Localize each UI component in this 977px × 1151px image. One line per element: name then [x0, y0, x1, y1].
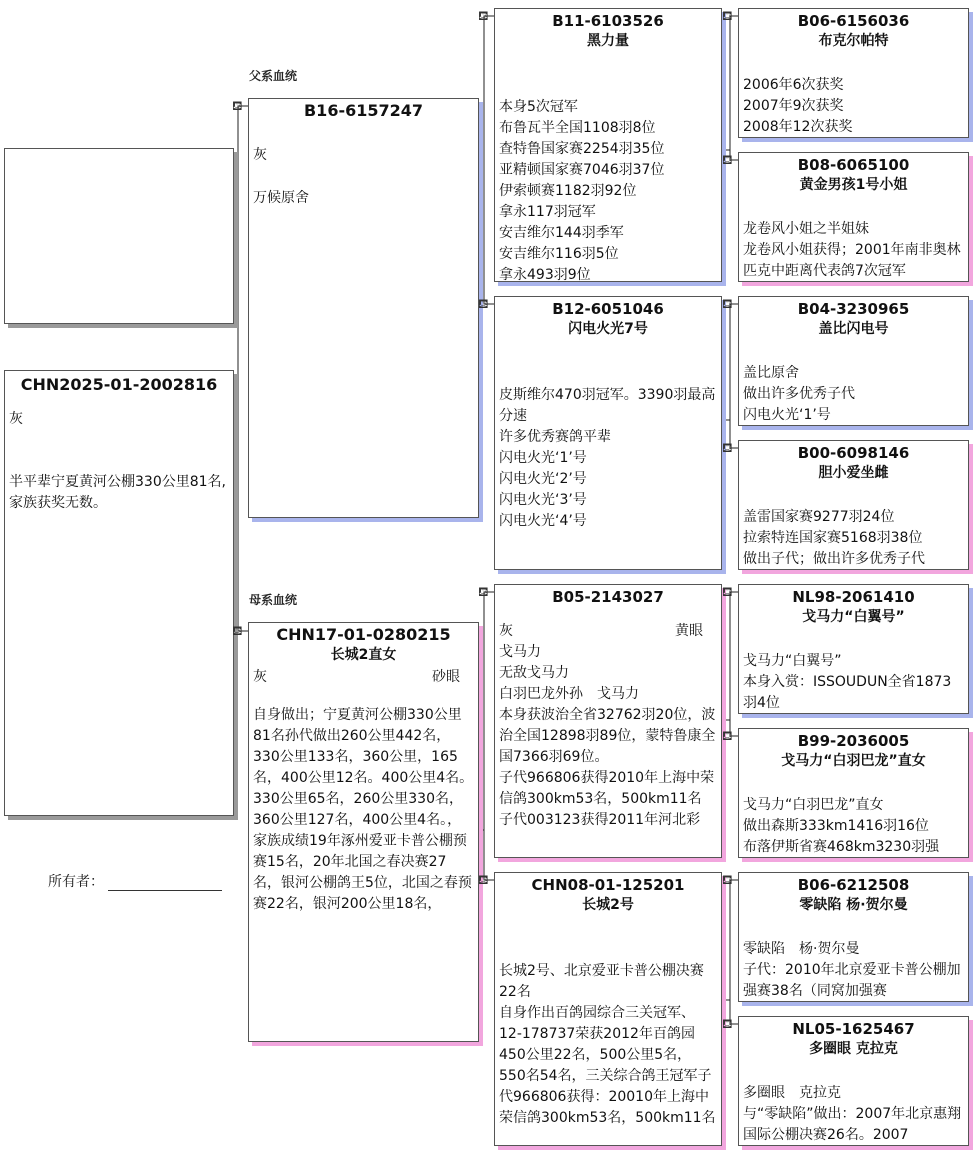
ggp-ssd-notes: 龙卷风小姐之半姐妹 龙卷风小姐获得；2001年南非奥林匹克中距离代表鸽7次冠军 [743, 221, 961, 279]
gp-sd-ring: B12-6051046 [552, 300, 664, 318]
gp-dd-name: 长城2号 [582, 897, 634, 913]
ggp-dss-card[interactable] [738, 584, 969, 714]
ggp-sdd-notes: 盖雷国家赛9277羽24位 拉索特连国家赛5168羽38位 做出子代；做出许多优秀子代 [743, 509, 925, 567]
paint-bucket-icon[interactable]: ⛾ [722, 441, 733, 456]
ggp-sss-card[interactable] [738, 8, 969, 138]
sire-notes: 万候原舍 [253, 190, 309, 206]
ggp-sdd-card[interactable] [738, 440, 969, 570]
ggp-sds-name: 盖比闪电号 [818, 321, 889, 337]
ggp-sss-notes: 2006年6次获奖 2007年9次获奖 2008年12次获奖 [743, 77, 853, 135]
gp-ds-notes: 戈马力 无敌戈马力 白羽巴龙外孙 戈马力 本身获波治全省32762羽20位，波治全国12898羽89位，蒙特鲁康全国7366羽69位。 子代966806获得2010年上海中荣信鸽300km53名，500km11名 子代003123获得2011年河北彩 [499, 644, 716, 828]
photo-frame[interactable] [4, 148, 234, 324]
gp-ds-eye: 黄眼 [675, 623, 703, 639]
gp-ss-notes: 本身5次冠军 布鲁瓦半全国1108羽8位 查特鲁国家赛2254羽35位 亚精顿国家赛7046羽37位 伊索顿赛1182羽92位 拿永117羽冠军 安吉维尔144羽季军 安吉维尔116羽5位 拿永493羽9位 [499, 99, 665, 282]
gp-sd-notes: 皮斯维尔470羽冠军。3390羽最高分速 许多优秀赛鸽平辈 闪电火光‘1’号 闪电火光‘2’号 闪电火光‘3’号 闪电火光‘4’号 [499, 387, 716, 529]
gp-ss-ring: B11-6103526 [552, 12, 664, 30]
gp-ds-card[interactable] [494, 584, 722, 858]
paint-bucket-icon[interactable]: ⛾ [722, 297, 733, 312]
gp-sd-card[interactable] [494, 296, 722, 570]
ggp-dds-card[interactable] [738, 872, 969, 1002]
gp-dd-card[interactable] [494, 872, 722, 1146]
gp-sd-name: 闪电火光7号 [568, 321, 648, 337]
ggp-dds-ring: B06-6212508 [797, 876, 910, 894]
paint-bucket-icon[interactable]: ⛾ [722, 729, 733, 744]
dam-line-label: 母系血统 [249, 593, 298, 607]
paint-bucket-icon[interactable]: ⛾ [722, 153, 733, 168]
ggp-dds-notes: 零缺陷 杨·贺尔曼 子代：2010年北京爱亚卡普公棚加强赛38名（同窝加强赛 [743, 941, 961, 999]
ggp-ddd-notes: 多圈眼 克拉克 与“零缺陷”做出：2007年北京惠翔国际公棚决赛26名。2007 [743, 1085, 962, 1143]
subject-card[interactable] [4, 370, 234, 816]
ggp-dsd-notes: 戈马力“白羽巴龙”直女 做出森斯333km1416羽16位 布落伊斯省赛468km3230羽强 [743, 797, 940, 855]
owner-line [108, 876, 222, 891]
sire-color: 灰 [253, 147, 267, 163]
paint-bucket-icon[interactable]: ⛾ [232, 99, 243, 114]
dam-color: 灰 [253, 669, 267, 685]
ggp-sdd-name: 胆小爱坐雌 [818, 465, 889, 481]
dam-name: 长城2直女 [330, 647, 397, 663]
ggp-sds-notes: 盖比原舍 做出许多优秀子代 闪电火光‘1’号 [743, 365, 855, 423]
paint-bucket-icon[interactable]: ⛾ [722, 873, 733, 888]
subject-notes: 半平辈宁夏黄河公棚330公里81名,家族获奖无数。 [9, 474, 226, 511]
gp-dd-ring: CHN08-01-125201 [531, 876, 685, 894]
ggp-ddd-name: 多圈眼 克拉克 [809, 1041, 898, 1057]
ggp-dds-name: 零缺陷 杨·贺尔曼 [799, 897, 908, 913]
ggp-ssd-card[interactable] [738, 152, 969, 282]
ggp-sss-ring: B06-6156036 [797, 12, 910, 30]
gp-ds-color: 灰 [499, 623, 513, 639]
ggp-sdd-ring: B00-6098146 [797, 444, 910, 462]
ggp-ddd-card[interactable] [738, 1016, 969, 1146]
ggp-dsd-name: 戈马力“白羽巴龙”直女 [781, 753, 926, 769]
paint-bucket-icon[interactable]: ⛾ [478, 297, 489, 312]
paint-bucket-icon[interactable]: ⛾ [478, 873, 489, 888]
dam-card[interactable] [248, 622, 479, 1042]
ggp-sds-card[interactable] [738, 296, 969, 426]
sire-card[interactable] [248, 98, 479, 518]
paint-bucket-icon[interactable]: ⛾ [478, 9, 489, 24]
ggp-dsd-ring: B99-2036005 [797, 732, 910, 750]
ggp-ssd-name: 黄金男孩1号小姐 [799, 177, 908, 193]
ggp-dss-name: 戈马力“白翼号” [802, 609, 905, 625]
gp-ds-ring: B05-2143027 [552, 588, 664, 606]
subject-ring: CHN2025-01-2002816 [20, 375, 218, 394]
sire-ring: B16-6157247 [303, 101, 424, 120]
ggp-dss-notes: 戈马力“白翼号” 本身入赏：ISSOUDUN全省1873羽4位 [743, 653, 952, 711]
sire-line-label: 父系血统 [249, 69, 298, 83]
owner-field[interactable] [48, 871, 222, 891]
gp-ss-card[interactable] [494, 8, 722, 282]
ggp-dsd-card[interactable] [738, 728, 969, 858]
paint-bucket-icon[interactable]: ⛾ [722, 1017, 733, 1032]
paint-bucket-icon[interactable]: ⛾ [722, 9, 733, 24]
paint-bucket-icon[interactable]: ⛾ [478, 585, 489, 600]
dam-ring: CHN17-01-0280215 [276, 625, 451, 644]
dam-eye: 砂眼 [432, 669, 460, 685]
ggp-sds-ring: B04-3230965 [797, 300, 910, 318]
subject-color: 灰 [9, 411, 23, 427]
paint-bucket-icon[interactable]: ⛾ [232, 624, 243, 639]
ggp-ssd-ring: B08-6065100 [797, 156, 910, 174]
gp-dd-notes: 长城2号、北京爱亚卡普公棚决赛22名 自身作出百鸽园综合三关冠军、12-178737荣获2012年百鸽园450公里22名，500公里5名，550名54名，三关综合鸽王冠军子代966806获得：20010年上海中荣信鸽300km53名，500km11名 [499, 963, 716, 1126]
dam-notes: 自身做出；宁夏黄河公棚330公里81名孙代做出260公里442名，330公里133名，360公里，165名，400公里12名。400公里4名。330公里65名，260公里330名，360公里127名，400公里4名。，家族成绩19年涿州爱亚卡普公棚预赛15名，20年北国之春决赛27名，银河公棚鸽王5位，北国之春预赛22名，银河200公里18名， [253, 707, 474, 912]
paint-bucket-icon[interactable]: ⛾ [722, 585, 733, 600]
ggp-dss-ring: NL98-2061410 [792, 588, 915, 606]
ggp-sss-name: 布克尔帕特 [818, 33, 889, 49]
ggp-ddd-ring: NL05-1625467 [792, 1020, 915, 1038]
gp-ss-name: 黑力量 [587, 33, 629, 49]
owner-label: 所有者： [48, 874, 104, 890]
